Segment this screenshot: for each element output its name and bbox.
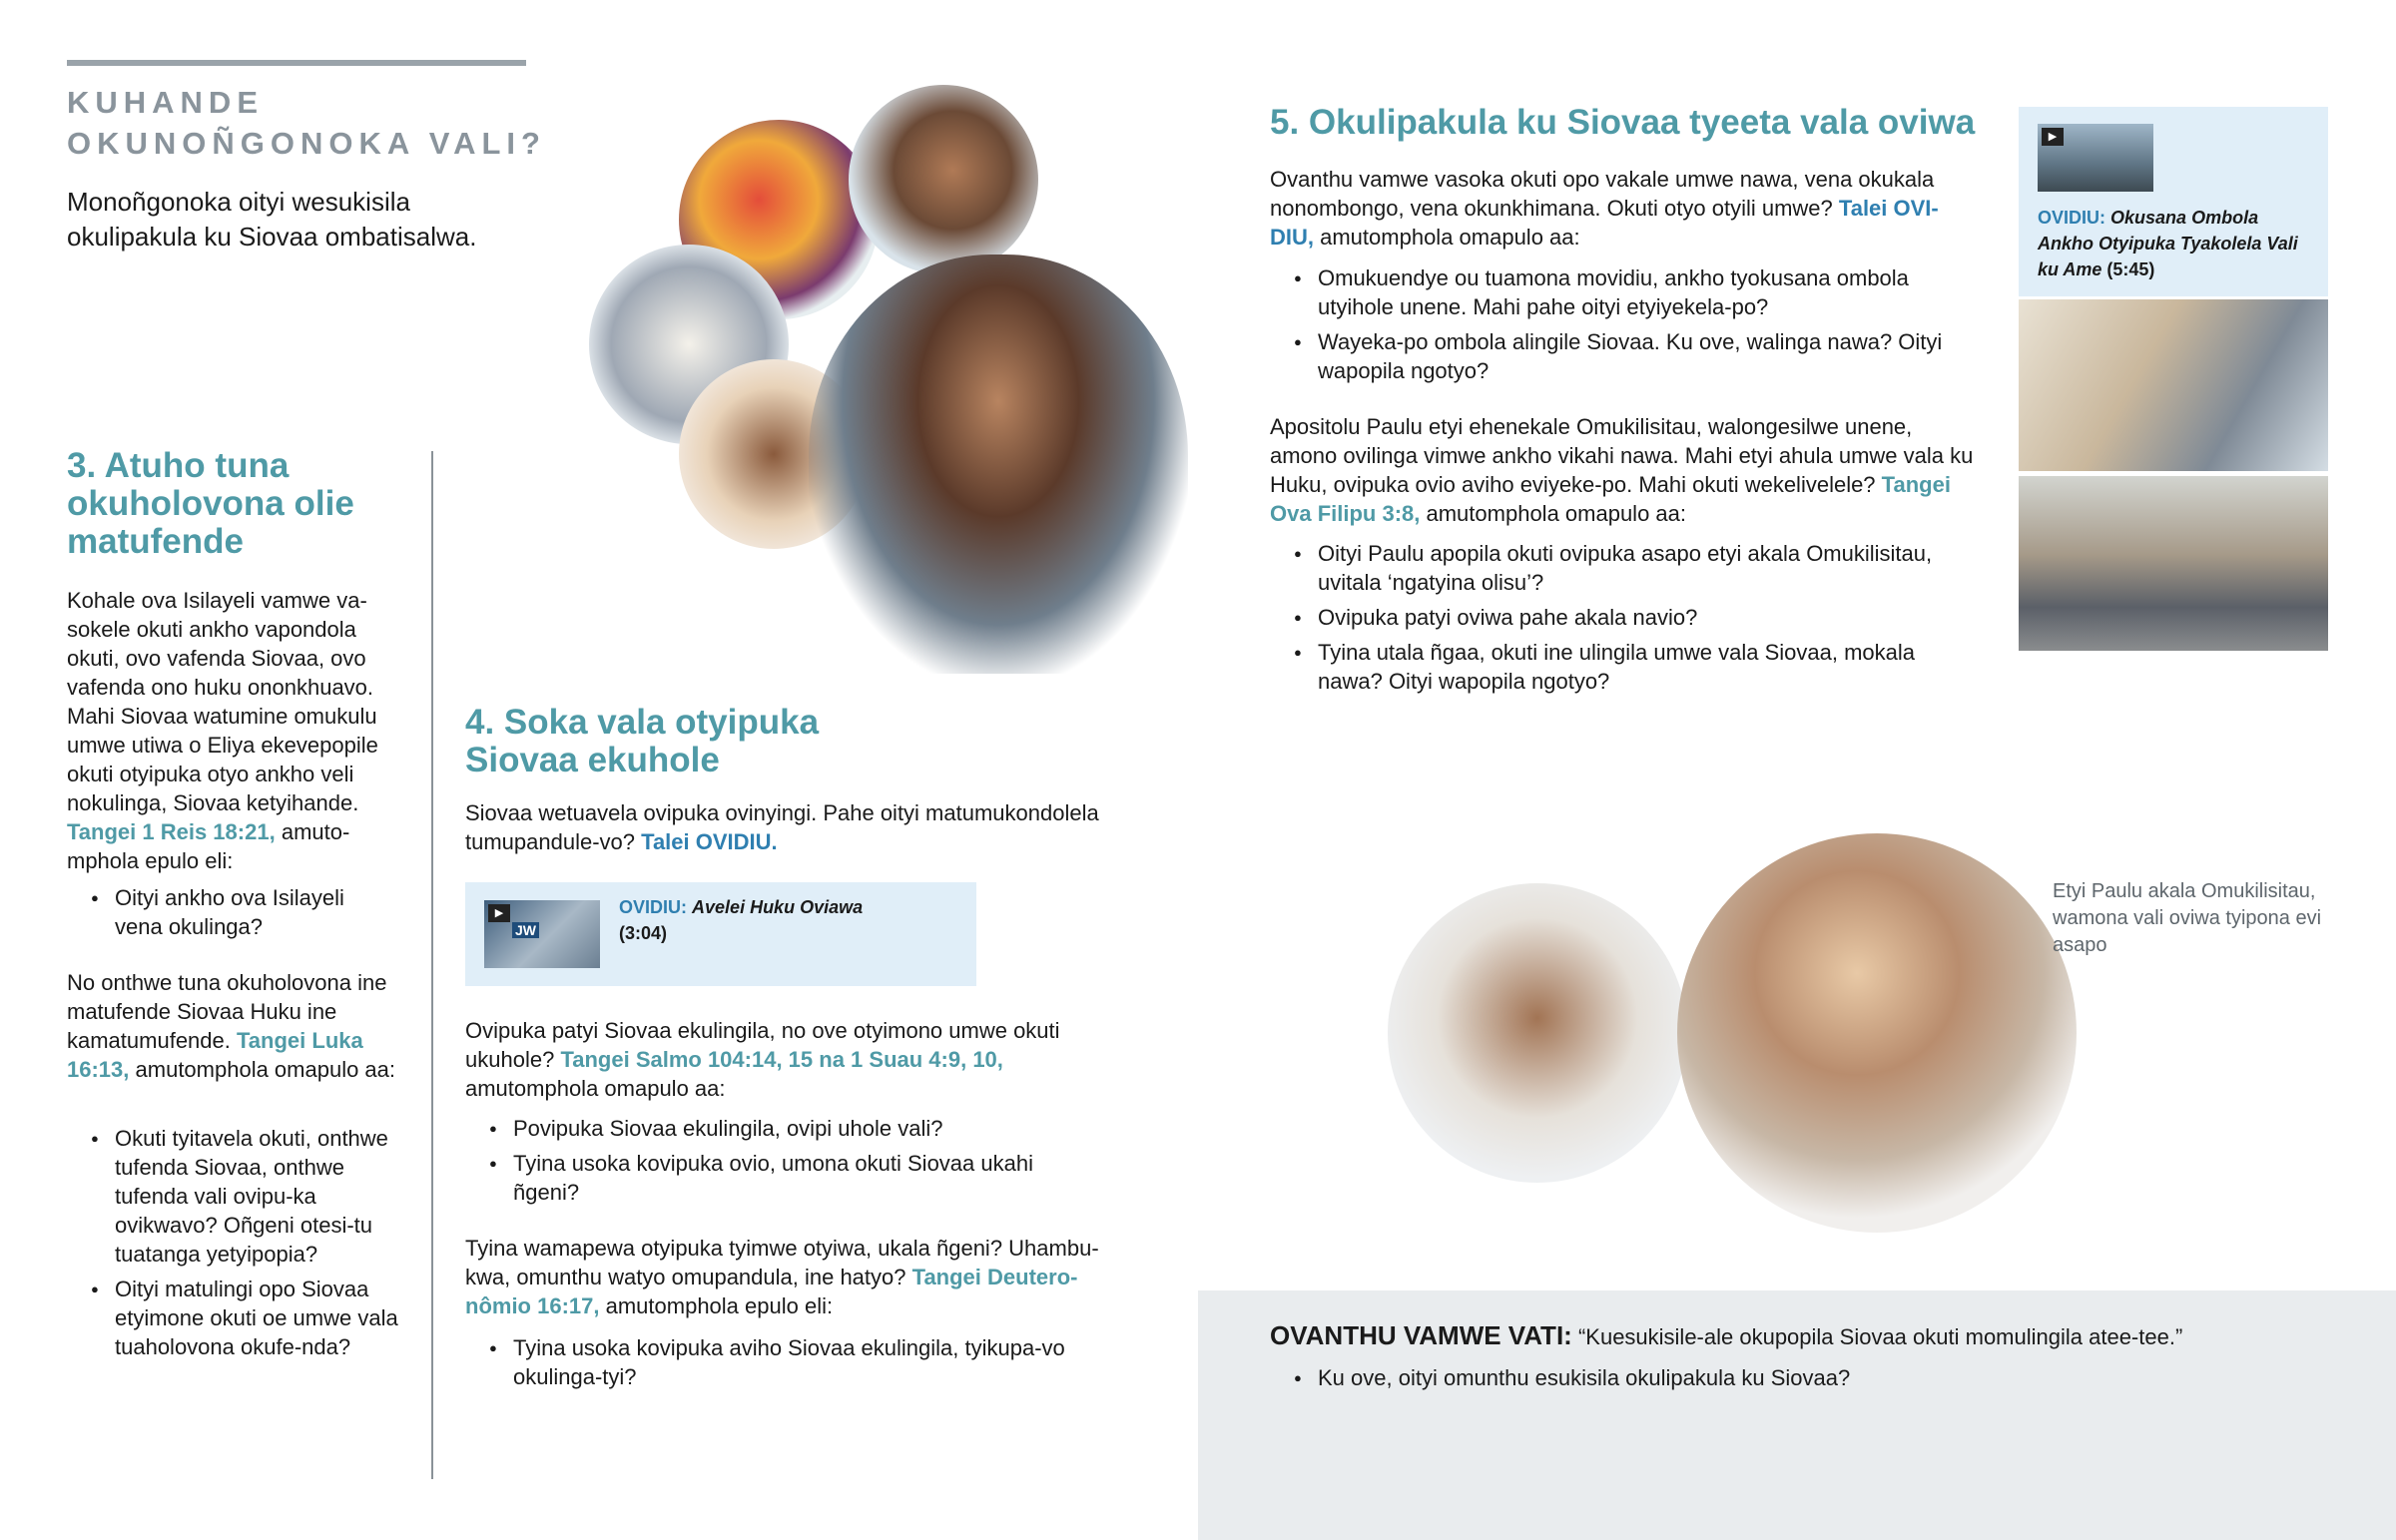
- play-icon: ▶: [488, 904, 510, 922]
- section4-p3-text: Tyina wamapewa otyipuka tyimwe otyiwa, ukala ñgeni? Uhambu-kwa, omunthu watyo omupandula, ine hatyo?: [465, 1236, 1099, 1289]
- list-item: ● Okuti tyitavela okuti, onthwe tufenda Siovaa, onthwe tufenda vali ovipu-ka ovikwavo? Oñgeni otesi-tu tuatanga yetyipopia?: [67, 1124, 406, 1269]
- section5-p2: [1270, 412, 1979, 528]
- section4-bullets1: [465, 1114, 1104, 1213]
- video-tag: OVIDIU:: [2038, 208, 2106, 228]
- list-item: ● Omukuendye ou tuamona movidiu, ankho tyokusana ombola utyihole unene. Mahi pahe oityi etyiyekela-po?: [1270, 263, 1979, 321]
- section4-title: 4. Soka vala otyipuka Siovaa ekuhole: [465, 703, 820, 779]
- section3-p1: [67, 586, 396, 875]
- paul-old-image: [1677, 833, 2077, 1233]
- video-card-section4[interactable]: [465, 882, 976, 986]
- intro-text: Monoñgonoka oityi wesukisila okulipakula ku Siovaa ombatisalwa.: [67, 187, 477, 252]
- video-tag: OVIDIU:: [619, 897, 688, 917]
- section5-title: 5. Okulipakula ku Siovaa tyeeta vala oviwa: [1270, 103, 1976, 142]
- image-caption: Etyi Paulu akala Omukilisitau, wamona vali oviwa tyipona evi asapo: [2053, 880, 2322, 956]
- header-rule: [67, 60, 526, 66]
- scripture-link-salmo[interactable]: Tangei Salmo 104:14, 15 na 1 Suau 4:9, 10,: [560, 1047, 1003, 1072]
- video-title: Avelei Huku Oviawa: [692, 897, 864, 917]
- section3-p2-tail: amutomphola omapulo aa:: [135, 1057, 396, 1082]
- play-icon: ▶: [2042, 128, 2064, 146]
- section3-bullets2: [67, 1124, 406, 1367]
- scripture-link-deuteronomio[interactable]: Tangei Deutero-nômio 16:17,: [465, 1265, 1078, 1318]
- column-divider: [431, 451, 433, 1479]
- video-title: Okusana Ombola Ankho Otyipuka Tyakolela Vali ku Ame: [2038, 208, 2298, 279]
- video-link[interactable]: Talei OVIDIU.: [641, 829, 778, 854]
- kicker: [67, 82, 546, 164]
- section5-p1-text: Ovanthu vamwe vasoka okuti opo vakale umwe nawa, vena okukala nonombongo, vena okunkhimana. Okuti otyo otyili umwe?: [1270, 167, 1935, 221]
- video-thumbnail[interactable]: [484, 900, 600, 968]
- paul-young-image: [1388, 883, 1687, 1183]
- photo-street-scene: [2019, 476, 2328, 651]
- list-item: ● Ovipuka patyi oviwa pahe akala navio?: [1270, 603, 1979, 632]
- section4-p3: [465, 1234, 1124, 1320]
- video-label: [2038, 205, 2317, 282]
- list-item: ● Oityi matulingi opo Siovaa etyimone okuti oe umwe vala tuaholovona okufe-nda?: [67, 1275, 406, 1361]
- mother-baby-image: [849, 85, 1038, 274]
- kicker-line2: OKUNOÑGONOKA VALI?: [67, 126, 546, 161]
- section3-p2: [67, 968, 396, 1084]
- section4-p1: [465, 798, 1154, 856]
- section3-p1-text: Kohale ova Isilayeli vamwe va-sokele okuti ankho vapondola okuti, ovo vafenda Siovaa, ovo vafenda ono huku ononkhuavo. Mahi Siovaa watumine omukulu umwe utiwa o Eliya ekevepopile okuti otyipuka otyo ankho veli nokulinga, Siovaa ketyihande.: [67, 588, 378, 815]
- video-card-section5[interactable]: [2019, 107, 2328, 296]
- others-say-bullets: [1270, 1363, 2348, 1398]
- video-duration: (5:45): [2106, 259, 2155, 279]
- others-say-label: OVANTHU VAMWE VATI:: [1270, 1320, 1572, 1350]
- list-item: ● Wayeka-po ombola alingile Siovaa. Ku ove, walinga nawa? Oityi wapopila ngotyo?: [1270, 327, 1979, 385]
- illustration-collage: [559, 40, 1178, 679]
- scripture-link-1reis[interactable]: Tangei 1 Reis 18:21,: [67, 819, 276, 844]
- list-item: ● Tyina usoka kovipuka aviho Siovaa ekulingila, tyikupa-vo okulinga-tyi?: [465, 1333, 1104, 1391]
- scripture-link-filipu[interactable]: Tangei Ova Filipu 3:8,: [1270, 472, 1951, 526]
- section5-p2-text: Apositolu Paulu etyi ehenekale Omukilisitau, walongesilwe unene, amono ovilinga vimwe ankho vikahi nawa. Mahi etyi ahula umwe vala ku Huku, ovipuka ovio aviho eviyeke-po. Mahi okuti wekelivelele?: [1270, 414, 1974, 497]
- video-label: [619, 894, 958, 946]
- section4-p3-tail: amutomphola epulo eli:: [605, 1293, 834, 1318]
- section4-p1-text: Siovaa wetuavela ovipuka ovinyingi. Pahe oityi matumukondolela tumupandule-vo?: [465, 800, 1099, 854]
- section5-bullets2: [1270, 539, 1979, 702]
- section5-p2-tail: amutomphola omapulo aa:: [1426, 501, 1686, 526]
- list-item: ● Tyina usoka kovipuka ovio, umona okuti Siovaa ukahi ñgeni?: [465, 1149, 1104, 1207]
- section4-p2-text: Ovipuka patyi Siovaa ekulingila, no ove otyimono umwe okuti ukuhole?: [465, 1018, 1060, 1072]
- section3-title: 3. Atuho tuna okuholovona olie matufende: [67, 446, 354, 561]
- list-item: ● Tyina utala ñgaa, okuti ine ulingila umwe vala Siovaa, mokala nawa? Oityi wapopila ngotyo?: [1270, 638, 1979, 696]
- video-duration: (3:04): [619, 923, 668, 943]
- section4-p2-tail: amutomphola omapulo aa:: [465, 1076, 726, 1101]
- section5-p1-tail: amutomphola omapulo aa:: [1320, 225, 1580, 250]
- list-item: ● Ku ove, oityi omunthu esukisila okulipakula ku Siovaa?: [1270, 1363, 2348, 1392]
- section3-p1-tail: amuto-mphola epulo eli:: [67, 819, 350, 873]
- video-thumbnail[interactable]: [2038, 124, 2153, 192]
- section5-p1: [1270, 165, 1979, 252]
- list-item: ● Oityi ankho ova Isilayeli vena okulinga?: [67, 883, 396, 941]
- man-portrait: [809, 255, 1188, 674]
- section5-bullets1: [1270, 263, 1979, 391]
- others-say-text: [1270, 1317, 2348, 1355]
- section4-p2: [465, 1016, 1114, 1103]
- others-say-quote: “Kuesukisile-ale okupopila Siovaa okuti momulingila atee-tee.”: [1577, 1324, 2183, 1349]
- list-item: ● Oityi Paulu apopila okuti ovipuka asapo etyi akala Omukilisitau, uvitala ‘ngatyina olisu’?: [1270, 539, 1979, 597]
- section3-bullets1: [67, 883, 396, 947]
- video-link[interactable]: Talei OVI-DIU,: [1270, 196, 1939, 250]
- photo-man-laptop: [2019, 299, 2328, 471]
- video-thumb-badge: JW: [512, 922, 539, 938]
- scripture-link-luka[interactable]: Tangei Luka 16:13,: [67, 1028, 363, 1082]
- list-item: ● Povipuka Siovaa ekulingila, ovipi uhole vali?: [465, 1114, 1104, 1143]
- kicker-line1: KUHANDE: [67, 85, 264, 120]
- section4-bullets2: [465, 1333, 1104, 1397]
- section3-p2-text: No onthwe tuna okuholovona ine matufende Siovaa Huku ine kamatumufende.: [67, 970, 387, 1053]
